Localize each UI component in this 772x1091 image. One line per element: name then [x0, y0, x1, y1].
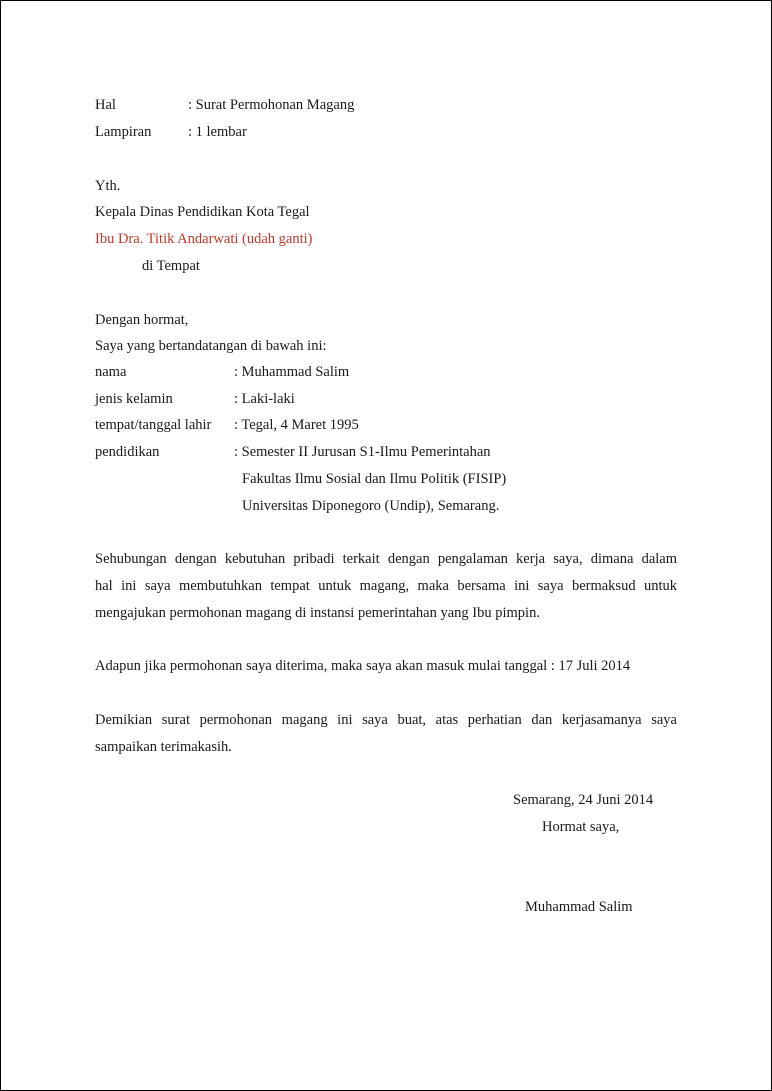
recipient-yth: Yth.: [95, 178, 121, 194]
paragraph-2: Adapun jika permohonan saya diterima, maka saya akan masuk mulai tanggal : 17 Juli 2014: [95, 658, 631, 674]
recipient-name: Ibu Dra. Titik Andarwati (udah ganti): [95, 231, 313, 247]
hal-label: Hal: [95, 97, 116, 113]
birth-value: : Tegal, 4 Maret 1995: [234, 417, 359, 433]
recipient-place: di Tempat: [142, 258, 200, 274]
paragraph-3-line-2: sampaikan terimakasih.: [95, 739, 232, 755]
lampiran-label: Lampiran: [95, 124, 152, 140]
closing-regards: Hormat saya,: [542, 819, 620, 835]
birth-label: tempat/tanggal lahir: [95, 417, 212, 433]
edu-line-1: : Semester II Jurusan S1-Ilmu Pemerintahan: [234, 444, 491, 460]
hal-value: : Surat Permohonan Magang: [188, 97, 355, 113]
edu-line-3: Universitas Diponegoro (Undip), Semarang.: [242, 498, 500, 514]
edu-line-2: Fakultas Ilmu Sosial dan Ilmu Politik (FISIP): [242, 471, 507, 487]
edu-label: pendidikan: [95, 444, 160, 460]
closing-place-date: Semarang, 24 Juni 2014: [513, 792, 654, 808]
gender-value: : Laki-laki: [234, 391, 295, 407]
paragraph-3-line-1: Demikian surat permohonan magang ini saya buat, atas perhatian dan kerjasamanya saya: [95, 712, 677, 728]
recipient-office: Kepala Dinas Pendidikan Kota Tegal: [95, 204, 310, 220]
paragraph-1-line-2: hal ini saya membutuhkan tempat untuk magang, maka bersama ini saya bermaksud untuk: [95, 578, 677, 594]
nama-value: : Muhammad Salim: [234, 364, 350, 380]
signer-name: Muhammad Salim: [525, 899, 633, 915]
paragraph-1-line-3: mengajukan permohonan magang di instansi pemerintahan yang Ibu pimpin.: [95, 605, 540, 621]
greeting: Dengan hormat,: [95, 312, 189, 328]
lampiran-value: : 1 lembar: [188, 124, 247, 140]
nama-label: nama: [95, 364, 127, 380]
intro-line: Saya yang bertandatangan di bawah ini:: [95, 338, 327, 354]
gender-label: jenis kelamin: [95, 391, 173, 407]
paragraph-1-line-1: Sehubungan dengan kebutuhan pribadi terkait dengan pengalaman kerja saya, dimana dalam: [95, 551, 677, 567]
